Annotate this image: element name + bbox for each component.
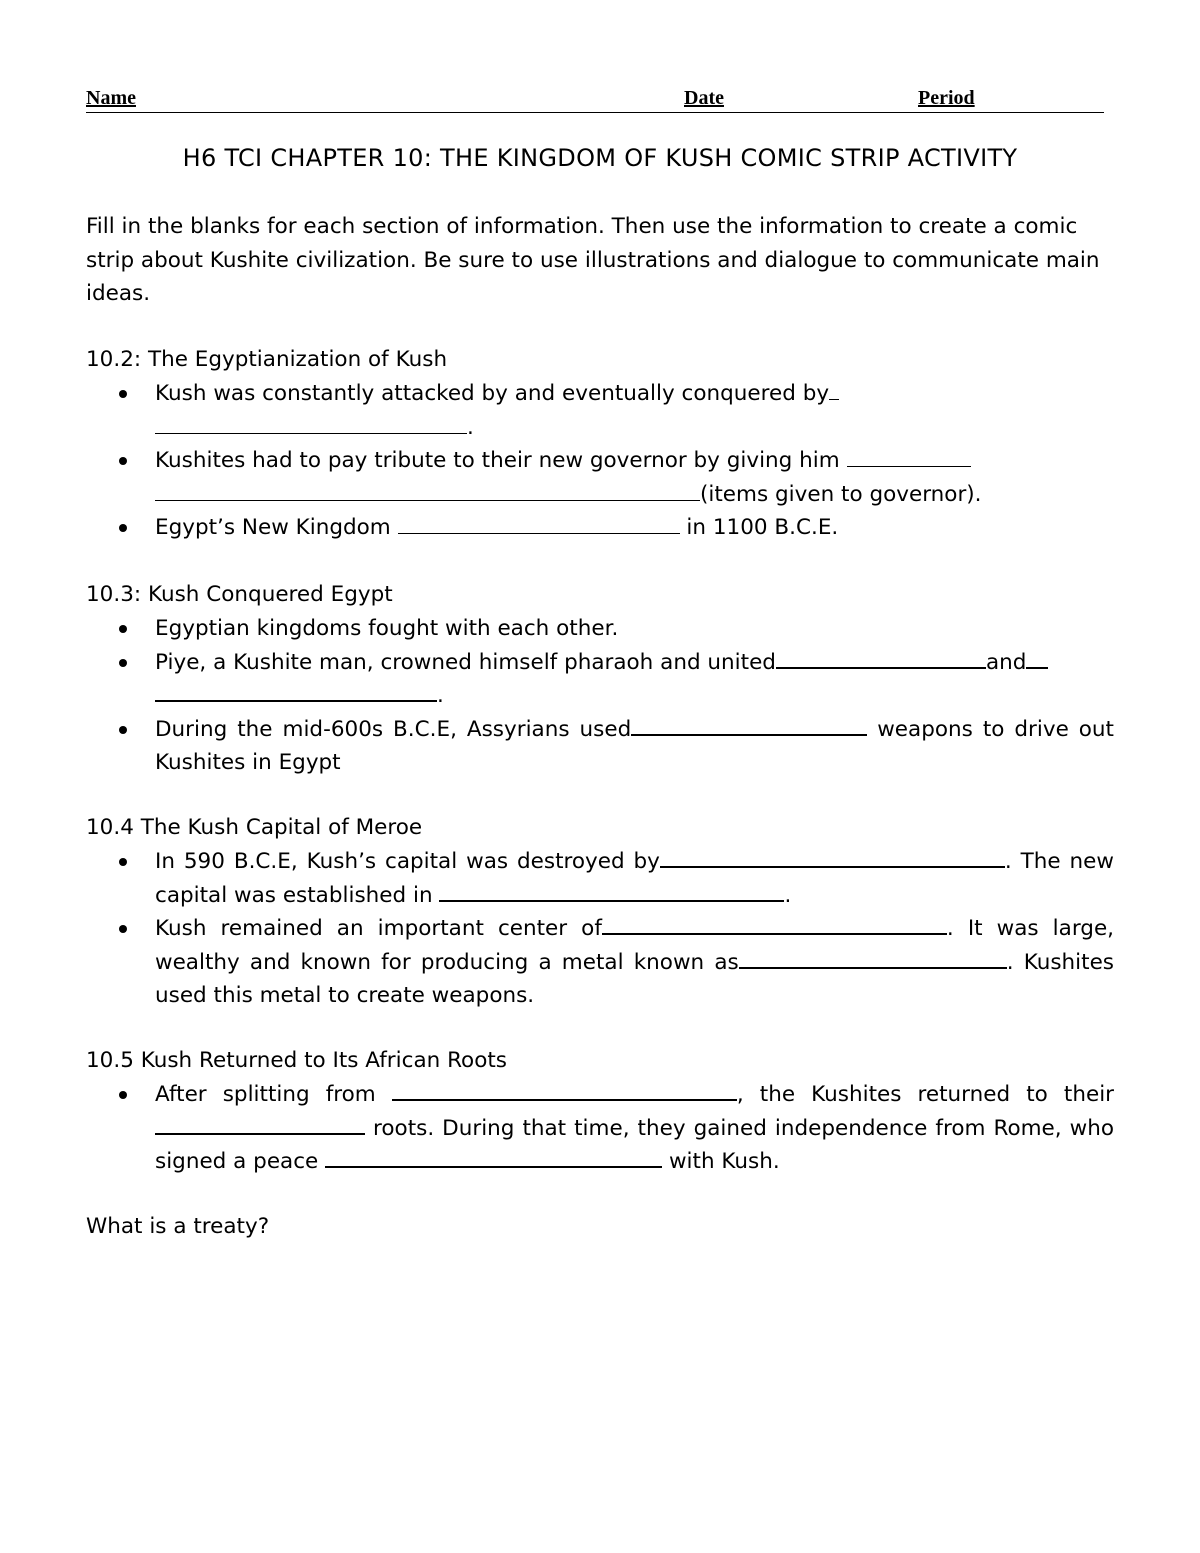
answer-blank[interactable] — [1026, 647, 1048, 669]
item-text: roots. During that time, they gained independence from Rome, who signed a peace — [155, 1115, 1114, 1174]
item-text: Egypt’s New Kingdom — [155, 515, 391, 540]
item-text: weapons to drive out Kushites in Egypt — [155, 716, 1114, 775]
student-info-header — [86, 86, 1104, 113]
bullet-icon — [119, 390, 127, 398]
item-text: After splitting from — [155, 1082, 376, 1107]
item-text: , the Kushites returned to their — [736, 1082, 1115, 1107]
answer-blank[interactable] — [155, 413, 467, 434]
bullet-icon — [119, 726, 127, 734]
answer-blank[interactable] — [392, 1079, 737, 1101]
page-title: H6 TCI CHAPTER 10: THE KINGDOM OF KUSH COMIC STRIP ACTIVITY — [182, 144, 1018, 172]
item-text: (items given to governor). — [700, 481, 982, 507]
item-text: and — [985, 649, 1027, 675]
answer-blank[interactable] — [776, 647, 986, 669]
answer-blank[interactable] — [739, 947, 1007, 969]
item-text: . Kushites used this metal to create weapons. — [155, 949, 1115, 1008]
answer-blank[interactable] — [602, 913, 947, 935]
bullet-icon — [119, 524, 127, 532]
bullet-icon — [119, 659, 127, 667]
item-text: . — [467, 414, 474, 440]
item-text: Piye, a Kushite man, crowned himself pharaoh and united — [155, 649, 776, 675]
item-text: Kush remained an important center of — [155, 916, 602, 941]
date-label: Date — [684, 87, 724, 109]
list-item — [86, 444, 1114, 511]
blank — [829, 379, 839, 400]
list-item — [86, 377, 1114, 444]
list-item — [86, 1078, 1114, 1179]
item-text: Kush was constantly attacked by and eventually conquered by — [155, 381, 830, 406]
list-item — [86, 912, 1114, 1013]
section-10-4-list — [86, 845, 1114, 1013]
section-heading-10-2: 10.2: The Egyptianization of Kush — [86, 347, 448, 372]
bullet-icon — [119, 858, 127, 866]
section-10-3-list — [86, 612, 1114, 780]
bullet-icon — [119, 457, 127, 465]
answer-blank[interactable] — [847, 446, 971, 467]
answer-blank[interactable] — [155, 1113, 365, 1135]
answer-blank[interactable] — [660, 846, 1005, 868]
list-item — [86, 713, 1114, 780]
list-item — [86, 612, 1114, 646]
instructions: Fill in the blanks for each section of information. Then use the information to create a comic strip about Kushite civilization. Be sure to use illustrations and dialogue to communicate main ideas. — [86, 214, 1100, 306]
item-text: . The new capital was established in — [155, 849, 1114, 908]
bullet-icon — [119, 1091, 127, 1099]
item-text: Kushites had to pay tribute to their new governor by giving him — [155, 448, 840, 473]
treaty-question: What is a treaty? — [86, 1214, 270, 1239]
item-text: . — [437, 683, 444, 708]
list-item — [86, 646, 1114, 713]
bullet-icon — [119, 925, 127, 933]
section-10-2-list — [86, 377, 1114, 545]
section-10-5-list — [86, 1078, 1114, 1179]
answer-blank[interactable] — [325, 1146, 662, 1168]
item-text: In 590 B.C.E, Kush’s capital was destroyed by — [155, 849, 660, 874]
item-text: During the mid-600s B.C.E, Assyrians used — [155, 716, 632, 742]
item-text: Egyptian kingdoms fought with each other. — [155, 616, 619, 641]
answer-blank[interactable] — [631, 714, 867, 736]
section-heading-10-4: 10.4 The Kush Capital of Meroe — [86, 815, 423, 840]
answer-blank[interactable] — [398, 513, 680, 534]
item-text: in 1100 B.C.E. — [686, 515, 839, 540]
answer-blank[interactable] — [155, 480, 700, 501]
list-item — [86, 845, 1114, 912]
name-label: Name — [86, 87, 136, 109]
item-text: . It was large, wealthy and known for producing a metal known as — [155, 916, 1115, 975]
item-text: with Kush. — [668, 1149, 780, 1174]
section-heading-10-3: 10.3: Kush Conquered Egypt — [86, 582, 393, 607]
bullet-icon — [119, 625, 127, 633]
answer-blank[interactable] — [155, 680, 437, 702]
period-label: Period — [918, 87, 975, 109]
list-item — [86, 511, 1114, 545]
answer-blank[interactable] — [439, 880, 784, 902]
section-heading-10-5: 10.5 Kush Returned to Its African Roots — [86, 1048, 507, 1073]
item-text: . — [784, 882, 792, 908]
